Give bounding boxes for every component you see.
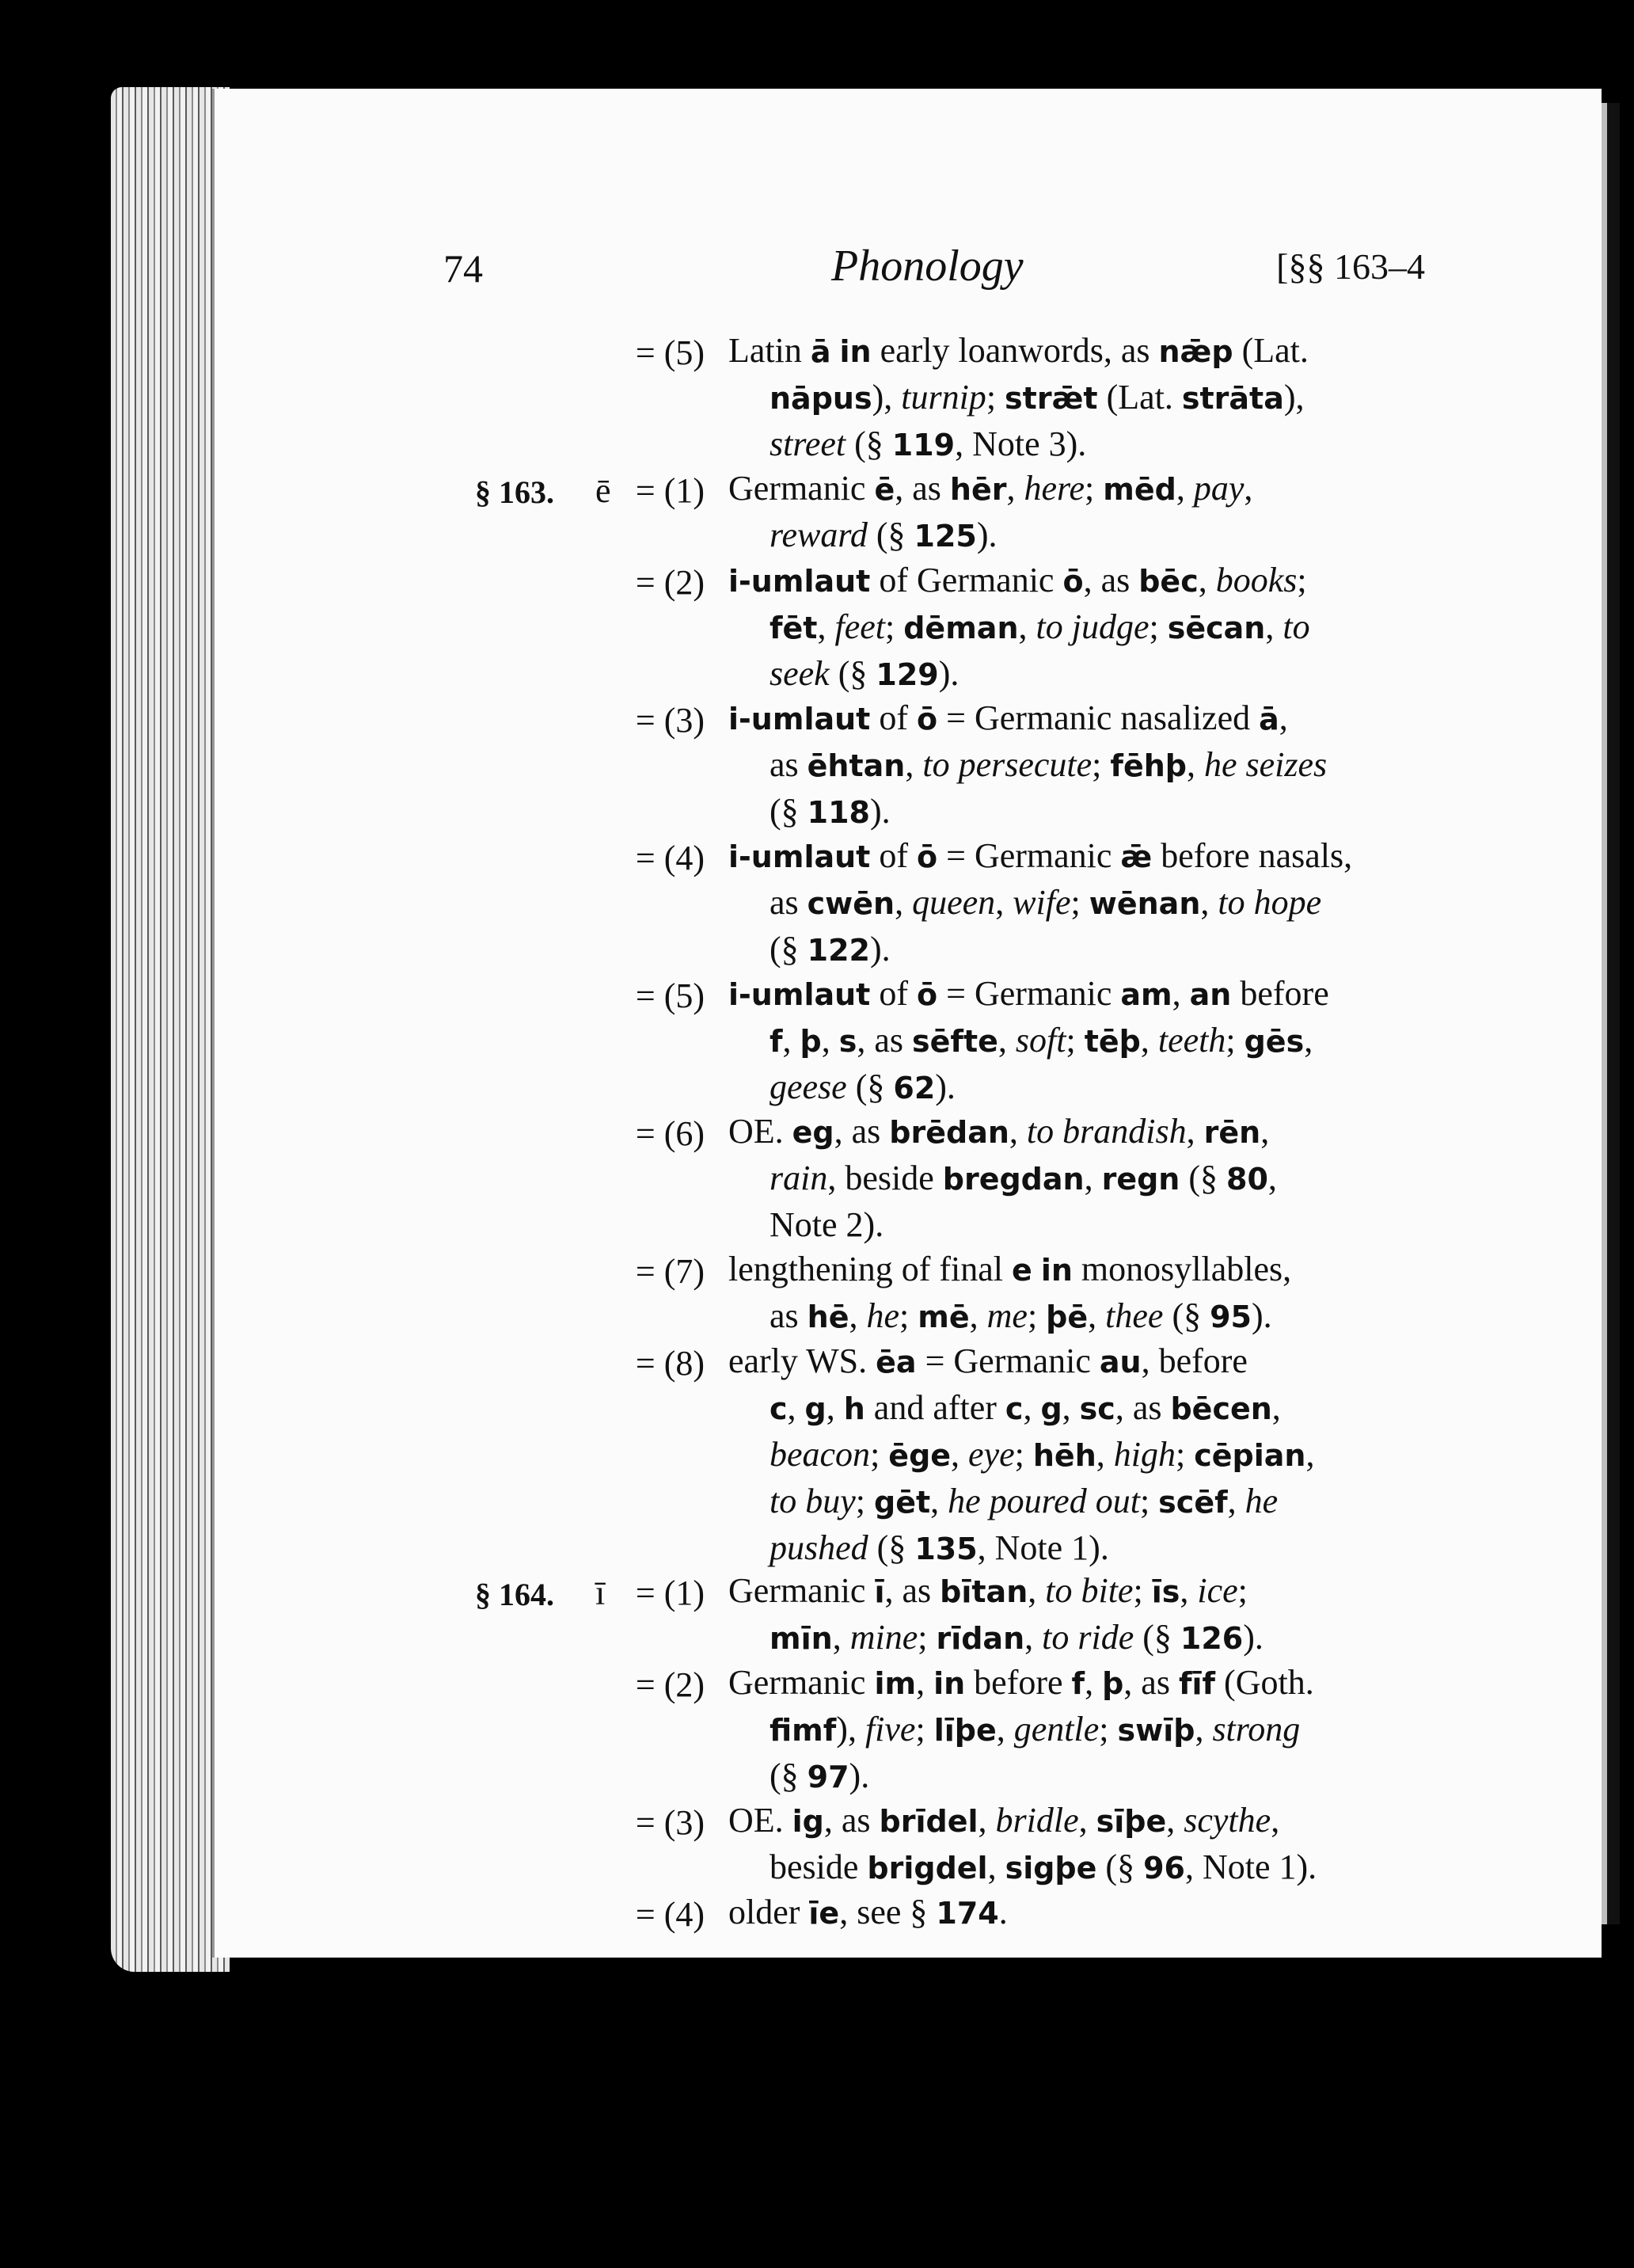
entry-line: i-umlaut of ō = Germanic ǣ before nasals, — [728, 836, 1353, 875]
vowel-symbol: ī — [595, 1574, 606, 1612]
section-number: § 163. — [475, 474, 554, 510]
entry-line: Note 2). — [770, 1205, 884, 1244]
entry-line: (§ 97). — [770, 1756, 870, 1795]
entry-line: to buy; gēt, he poured out; scēf, he — [770, 1482, 1279, 1520]
entry-body — [728, 1660, 1425, 1800]
entry-line: nāpus), turnip; strǣt (Lat. strāta), — [770, 378, 1305, 417]
entry-body — [728, 1798, 1425, 1891]
entry-line: seek (§ 129). — [770, 654, 960, 693]
entry-body — [728, 1338, 1425, 1572]
entry-label: = (3) — [635, 1803, 705, 1842]
entry-label: = (7) — [635, 1252, 705, 1291]
entry-body — [728, 1246, 1425, 1340]
entry-line: beside brigdel, sigþe (§ 96, Note 1). — [770, 1848, 1317, 1886]
entry-body — [728, 466, 1425, 559]
entry-line: f, þ, s, as sēfte, soft; tēþ, teeth; gēs, — [770, 1021, 1313, 1060]
entry-line: mīn, mine; rīdan, to ride (§ 126). — [770, 1618, 1264, 1657]
entry-body — [728, 1568, 1425, 1661]
entry-line: as hē, he; mē, me; þē, thee (§ 95). — [770, 1296, 1272, 1335]
entry-label: = (1) — [635, 1574, 705, 1612]
entry-label: = (5) — [635, 333, 705, 372]
entry-line: OE. ig, as brīdel, bridle, sīþe, scythe, — [728, 1801, 1280, 1840]
entry-line: Germanic im, in before f, þ, as fīf (Goth. — [728, 1663, 1314, 1702]
entry-body — [728, 328, 1425, 468]
entry-line: lengthening of final e in monosyllables, — [728, 1250, 1292, 1288]
entry-label: = (5) — [635, 976, 705, 1015]
entry-line: i-umlaut of ō = Germanic nasalized ā, — [728, 698, 1288, 737]
entry-body — [728, 971, 1425, 1111]
entry-body — [728, 833, 1425, 973]
entry-line: (§ 122). — [770, 930, 891, 968]
page-title: Phonology — [831, 242, 1024, 291]
entry-label: = (4) — [635, 839, 705, 877]
entry-line: Germanic ē, as hēr, here; mēd, pay, — [728, 469, 1253, 508]
section-range: [§§ 163–4 — [1276, 246, 1425, 287]
entry-body — [728, 695, 1425, 835]
entry-line: geese (§ 62). — [770, 1067, 956, 1106]
vowel-symbol: ē — [595, 471, 611, 510]
entry-label: = (6) — [635, 1114, 705, 1153]
entry-line: as ēhtan, to persecute; fēhþ, he seizes — [770, 745, 1328, 784]
entry-label: = (1) — [635, 471, 705, 510]
entry-line: early WS. ēa = Germanic au, before — [728, 1341, 1248, 1380]
entry-line: beacon; ēge, eye; hēh, high; cēpian, — [770, 1435, 1315, 1474]
entry-body — [728, 1889, 1425, 1936]
entry-line: OE. eg, as brēdan, to brandish, rēn, — [728, 1112, 1270, 1151]
page-number: 74 — [443, 246, 483, 291]
entry-line: Latin ā in early loanwords, as nǣp (Lat. — [728, 331, 1309, 370]
entry-line: fēt, feet; dēman, to judge; sēcan, to — [770, 607, 1310, 646]
entry-label: = (4) — [635, 1895, 705, 1934]
entry-line: as cwēn, queen, wife; wēnan, to hope — [770, 883, 1322, 922]
entry-line: fimf), five; līþe, gentle; swīþ, strong — [770, 1710, 1301, 1749]
section-number: § 164. — [475, 1577, 554, 1612]
entry-line: pushed (§ 135, Note 1). — [770, 1528, 1109, 1567]
entry-label: = (2) — [635, 563, 705, 602]
entry-label: = (3) — [635, 701, 705, 740]
entry-line: rain, beside bregdan, regn (§ 80, — [770, 1159, 1277, 1197]
entry-line: reward (§ 125). — [770, 516, 998, 554]
entry-line: i-umlaut of ō = Germanic am, an before — [728, 974, 1329, 1013]
entry-body — [728, 1109, 1425, 1248]
entry-line: Germanic ī, as bītan, to bite; īs, ice; — [728, 1571, 1248, 1610]
entry-line: (§ 118). — [770, 792, 891, 831]
entry-line: i-umlaut of Germanic ō, as bēc, books; — [728, 561, 1307, 599]
entry-label: = (2) — [635, 1665, 705, 1704]
entry-line: street (§ 119, Note 3). — [770, 424, 1087, 463]
entry-label: = (8) — [635, 1344, 705, 1383]
entry-line: older īe, see § 174. — [728, 1893, 1008, 1931]
running-header — [443, 242, 1425, 301]
entry-line: c, g, h and after c, g, sc, as bēcen, — [770, 1388, 1281, 1427]
entry-body — [728, 557, 1425, 698]
